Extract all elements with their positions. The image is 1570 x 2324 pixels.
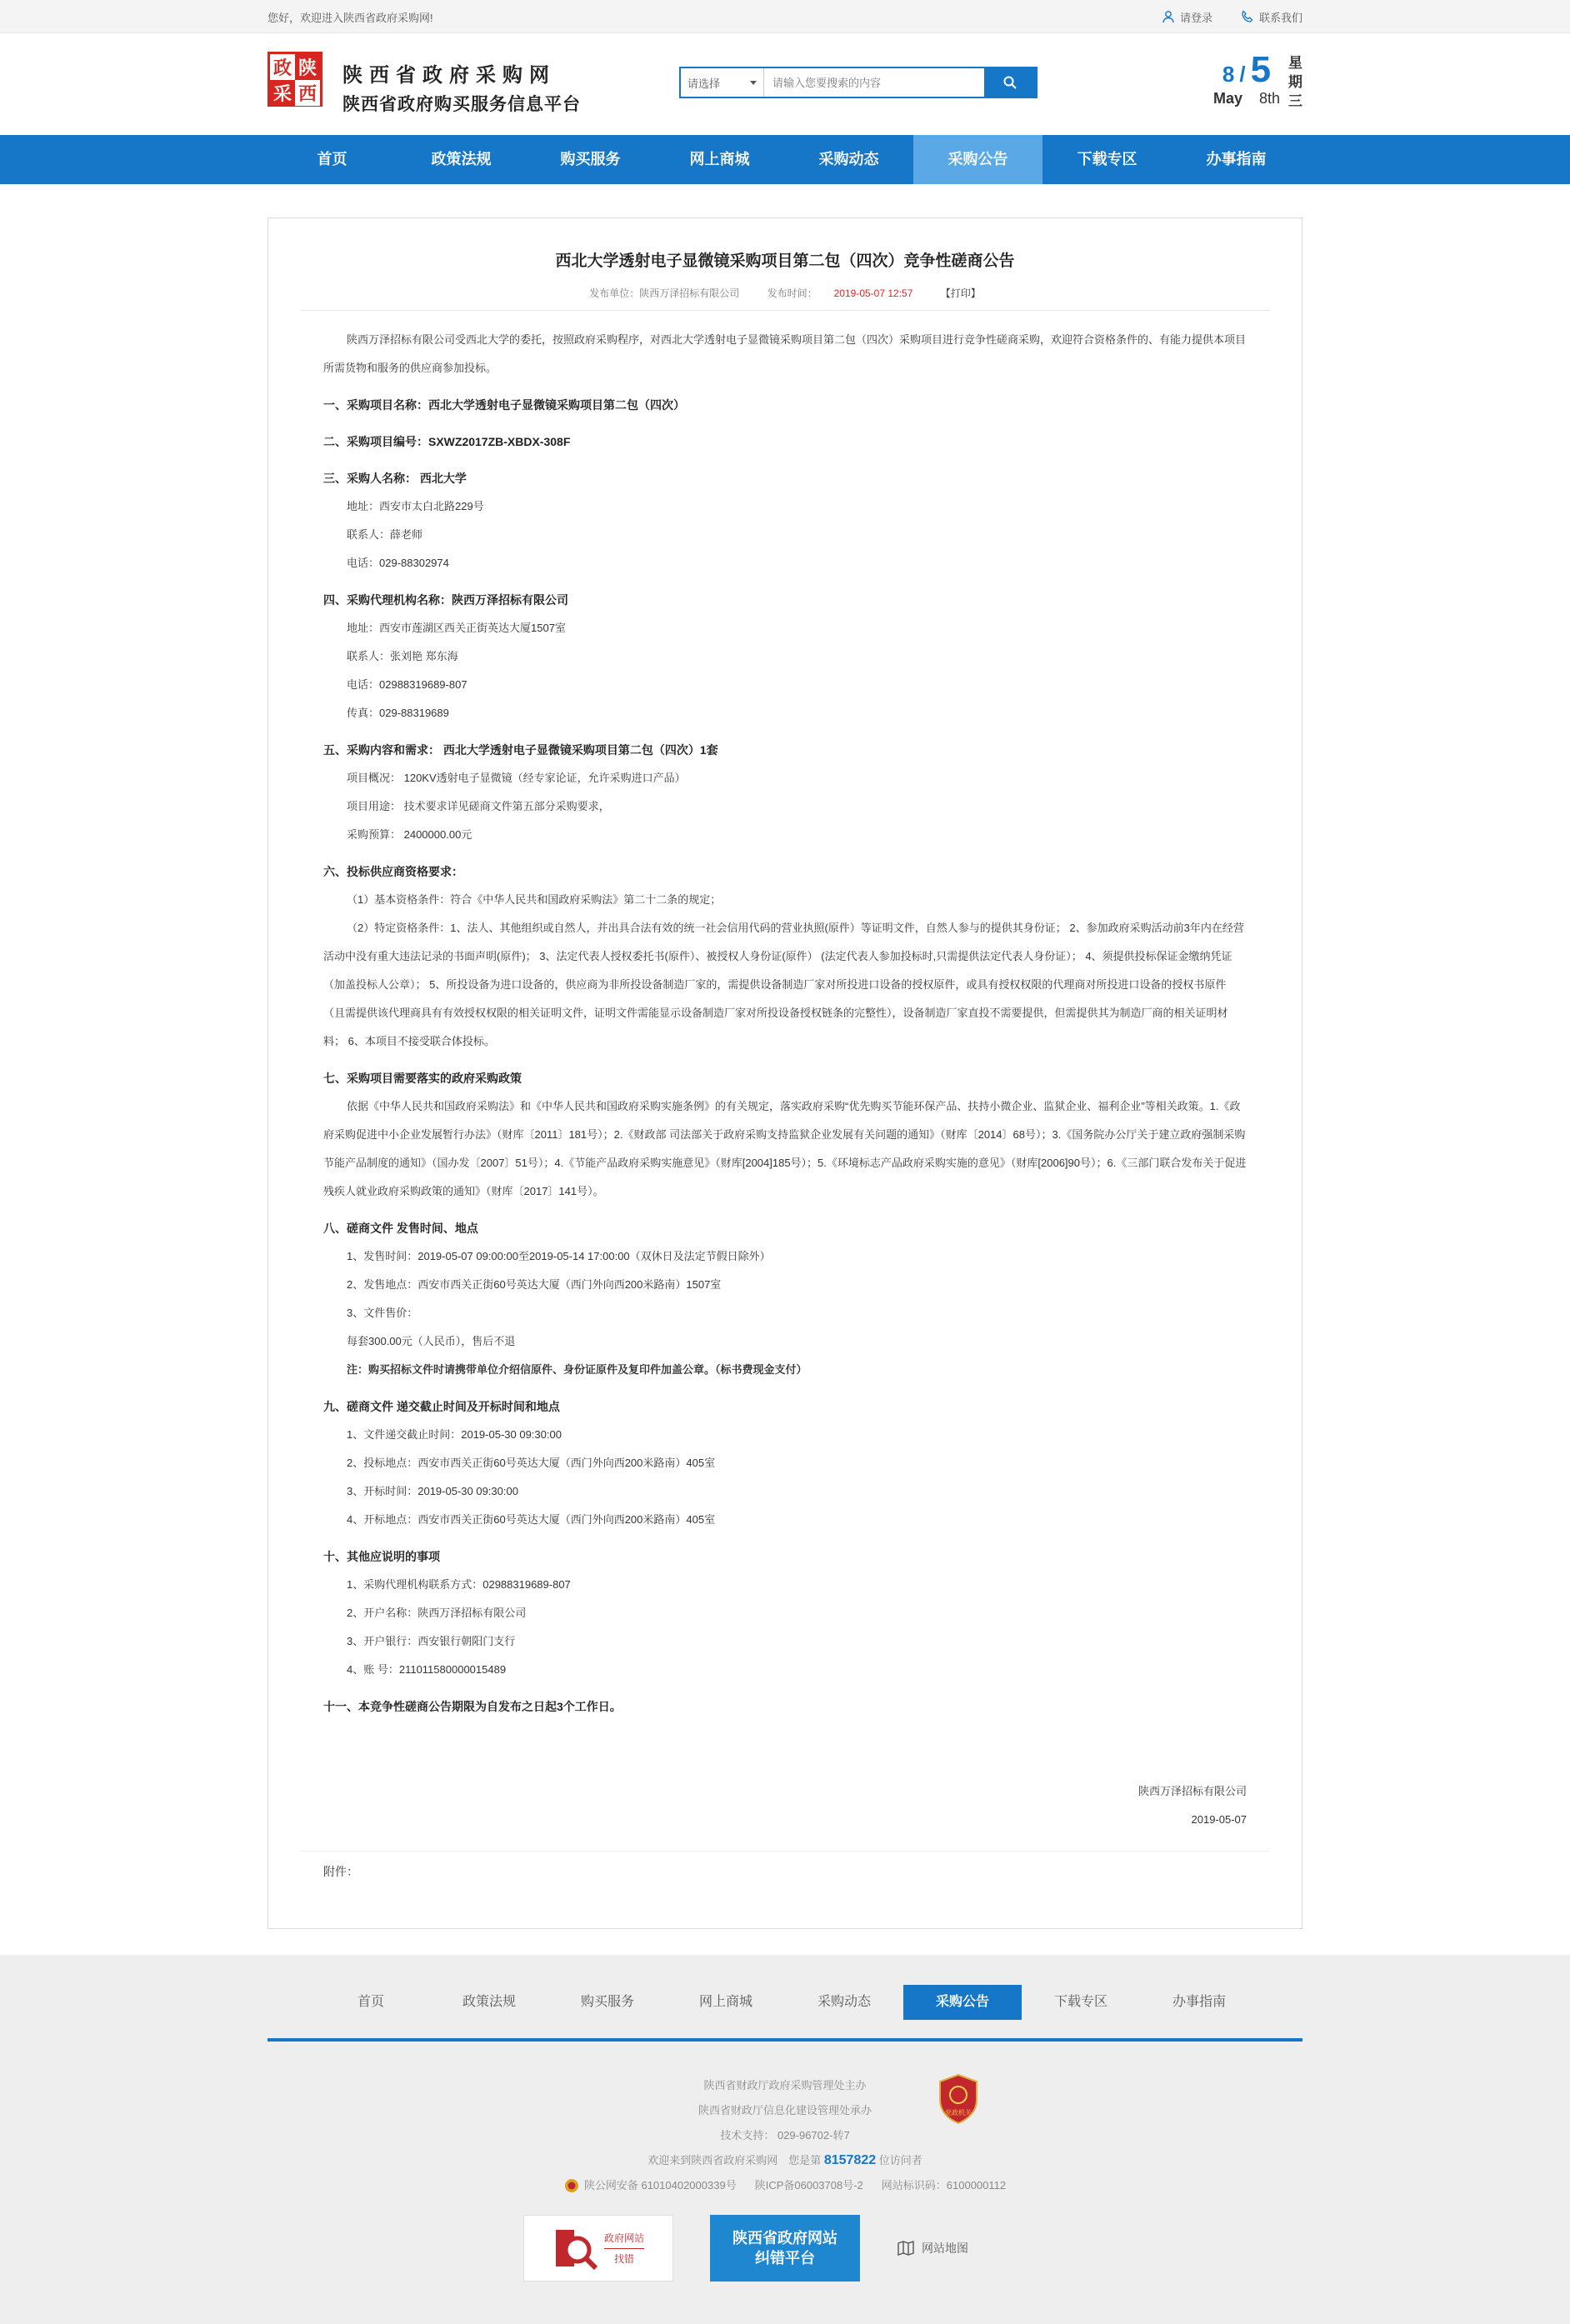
submission-deadline: 1、文件递交截止时间：2019-05-30 09:30:00	[347, 1428, 562, 1441]
footer-nav-downloads[interactable]: 下载专区	[1053, 1995, 1108, 2009]
banner1-top-text: 政府网站	[603, 2232, 644, 2244]
banner2-line2: 纠错平台	[755, 2250, 815, 2267]
gov-site-error-report-banner[interactable]	[523, 2215, 673, 2282]
purchase-note: 注：购买招标文件时请携带单位介绍信原件、身份证原件及复印件加盖公章。（标书费现金支付）	[347, 1363, 808, 1376]
police-emblem-icon	[564, 2178, 579, 2193]
search-category-select[interactable]	[681, 68, 764, 97]
search-button[interactable]	[984, 68, 1036, 97]
signature-block	[323, 1777, 1247, 1834]
account-number: 4、账 号：211011580000015489	[347, 1663, 507, 1676]
site-subtitle: 陕西省政府购买服务信息平台	[342, 95, 581, 114]
article-meta	[268, 286, 1302, 300]
chevron-down-icon	[750, 81, 757, 85]
footer-organizer: 陕西省财政厅信息化建设管理处承办	[698, 2104, 872, 2117]
print-button[interactable]: 【打印】	[940, 287, 981, 299]
sale-location: 2、发售地点：西安市西关正街60号英达大厦（西门外向西200米路南）1507室	[347, 1278, 722, 1291]
section-heading: 六、投标供应商资格要求：	[323, 865, 463, 878]
publish-time-label: 发布时间：	[767, 287, 818, 299]
date-slash: /	[1239, 62, 1246, 87]
date-weekday	[1288, 53, 1302, 111]
specific-qualification: （2）特定资格条件：1、法人、其他组织或自然人，并出具合法有效的统一社会信用代码的营业执照(原件）等证明文件，自然人参与的提供其身份证； 2、参加政府采购活动前3年内在经营活动中没有重大违法记录的书面声明(原件)； 3、法定代表人授权委托书(原件）、被授权人身份证(原件） (法定代表人参加投标时,只需提供法定代表人身份证）； 4、须提供投标保证金缴纳凭证（加盖投标人公章）； 5、所投设备为进口设备的，供应商为非所投设备制造厂家的，需提供设备制造厂家对所投进口设备的授权原件，或具有授权权限的代理商对所投进口设备的授权书原件（且需提供该代理商具有有效授权权限的相关证明文件，证明文件需能显示设备制造厂家对所投设备授权链条的完整性），设备制造厂家直投不需要提供，但需提供其为制造厂商的相关证明材料； 6、本项目不接受联合体投标。	[323, 922, 1244, 1047]
police-record-link[interactable]	[564, 2173, 737, 2198]
site-title-block	[342, 58, 581, 116]
project-use: 项目用途： 技术要求详见磋商文件第五部分采购要求，	[347, 800, 610, 812]
opening-time: 3、开标时间：2019-05-30 09:30:00	[347, 1485, 518, 1497]
login-label: 请登录	[1179, 11, 1212, 24]
user-icon	[1162, 10, 1175, 23]
footer	[0, 1955, 1570, 2324]
footer-nav-mall[interactable]: 网上商城	[698, 1995, 752, 2009]
provincial-correction-platform-banner[interactable]	[710, 2215, 860, 2282]
article-body	[268, 311, 1302, 1834]
visitor-counter	[0, 2148, 1570, 2173]
phone-icon	[1241, 10, 1254, 23]
bid-location: 2、投标地点：西安市西关正街60号英达大厦（西门外向西200米路南）405室	[347, 1457, 716, 1469]
date-month-name: May	[1212, 90, 1242, 107]
contact-label: 联系我们	[1258, 11, 1302, 24]
main-nav	[0, 135, 1570, 184]
nav-item-news[interactable]: 采购动态	[818, 151, 879, 167]
search-category-label: 请选择	[688, 77, 721, 90]
agency-fax: 传真：029-88319689	[347, 707, 449, 719]
attachment-label: 附件：	[323, 1865, 358, 1878]
logo-char: 陕	[295, 54, 320, 80]
nav-item-home[interactable]: 首页	[317, 151, 348, 167]
nav-item-downloads[interactable]: 下载专区	[1077, 151, 1138, 167]
search-bar	[679, 67, 1038, 98]
nav-item-mall[interactable]: 网上商城	[689, 151, 750, 167]
agency-contact: 联系人：张刘艳 郑东海	[347, 650, 458, 662]
party-government-badge-icon[interactable]	[937, 2073, 980, 2125]
date-day-number: 5	[1250, 49, 1272, 90]
search-input[interactable]	[764, 68, 984, 97]
visitor-prefix: 欢迎来到陕西省政府采购网 您是第	[648, 2154, 822, 2167]
footer-nav-announcements[interactable]: 采购公告	[903, 1985, 1022, 2020]
top-bar	[0, 0, 1570, 33]
signature-org: 陕西万泽招标有限公司	[1138, 1785, 1247, 1797]
article-card	[268, 217, 1302, 1929]
project-budget: 采购预算： 2400000.00元	[347, 828, 472, 841]
article-title: 西北大学透射电子显微镜采购项目第二包（四次）竞争性磋商公告	[555, 252, 1015, 270]
document-price-label: 3、文件售价：	[347, 1307, 418, 1319]
section-heading: 十、其他应说明的事项	[323, 1550, 440, 1563]
purchaser-phone: 电话：029-88302974	[347, 557, 449, 569]
footer-info	[0, 2073, 1570, 2282]
nav-item-announcements[interactable]: 采购公告	[913, 135, 1042, 184]
agency-contact-method: 1、采购代理机构联系方式：02988319689-807	[347, 1578, 571, 1591]
banner2-line1: 陕西省政府网站	[732, 2230, 838, 2247]
project-overview: 项目概况： 120KV透射电子显微镜（经专家论证，允许采购进口产品）	[347, 772, 686, 784]
intro-paragraph: 陕西万泽招标有限公司受西北大学的委托，按照政府采购程序，对西北大学透射电子显微镜采购项目第二包（四次）采购项目进行竞争性磋商采购，欢迎符合资格条件的、有能力提供本项目所需货物和服务的供应商参加投标。	[323, 333, 1247, 374]
site-code: 网站标识码：6100000112	[881, 2179, 1007, 2192]
icp-record[interactable]: 陕ICP备06003708号-2	[754, 2179, 863, 2192]
section-heading: 八、磋商文件 发售时间、地点	[323, 1222, 478, 1235]
footer-support: 技术支持： 029-96702-转7	[720, 2129, 850, 2142]
publish-time	[759, 287, 922, 299]
policy-paragraph: 依据《中华人民共和国政府采购法》和《中华人民共和国政府采购实施条例》的有关规定，落实政府采购“优先购买节能环保产品、扶持小微企业、监狱企业、福利企业”等相关政策。1.《政府采购促进中小企业发展暂行办法》（财库〔2011〕181号）；2.《财政部 司法部关于政府采购支持监狱企业发展有关问题的通知》（财库〔2014〕68号）；3.《国务院办公厅关于建立政府强制采购节能产品制度的通知》（国办发〔2007〕51号）；4.《节能产品政府采购实施意见》（财库[2004]185号）；5.《环境标志产品政府采购实施的意见》（财库[2006]90号）；6.《三部门联合发布关于促进残疾人就业政府采购政策的通知》（财库〔2017〕141号）。	[323, 1100, 1247, 1197]
agency-phone: 电话：02988319689-807	[347, 678, 468, 691]
badge-text: 党政机关	[945, 2109, 972, 2117]
account-name: 2、开户名称：陕西万泽招标有限公司	[347, 1607, 527, 1619]
logo-char: 政	[270, 54, 295, 80]
section-heading: 九、磋商文件 递交截止时间及开标时间和地点	[323, 1400, 560, 1413]
police-record: 陕公网安备 61010402000339号	[583, 2179, 737, 2192]
opening-location: 4、开标地点：西安市西关正街60号英达大厦（西门外向西200米路南）405室	[347, 1513, 716, 1526]
nav-item-services[interactable]: 购买服务	[560, 151, 621, 167]
logo-char: 采	[270, 80, 295, 106]
sitemap-label: 网站地图	[922, 2242, 968, 2255]
header	[0, 33, 1570, 135]
basic-qualification: （1）基本资格条件：符合《中华人民共和国政府采购法》第二十二条的规定；	[347, 893, 722, 906]
search-icon	[1002, 75, 1018, 90]
purchaser-contact: 联系人：薛老师	[347, 528, 423, 541]
site-logo[interactable]	[268, 52, 322, 107]
record-numbers	[0, 2173, 1570, 2198]
section-heading: 二、采购项目编号：SXWZ2017ZB-XBDX-308F	[323, 435, 571, 448]
map-icon	[897, 2239, 915, 2257]
nav-item-policy[interactable]: 政策法规	[431, 151, 492, 167]
footer-host: 陕西省财政厅政府采购管理处主办	[703, 2079, 867, 2092]
login-link[interactable]	[1162, 9, 1212, 25]
logo-char: 西	[295, 80, 320, 106]
signature-date: 2019-05-07	[1191, 1813, 1247, 1826]
date-month-number: 8	[1222, 62, 1235, 87]
section-heading: 七、采购项目需要落实的政府采购政策	[323, 1072, 522, 1085]
section-heading: 五、采购内容和需求： 西北大学透射电子显微镜采购项目第二包（四次）1套	[323, 743, 718, 757]
weekday-char: 期	[1288, 74, 1302, 90]
publisher: 发布单位：陕西万泽招标有限公司	[589, 287, 740, 299]
contact-link[interactable]	[1241, 9, 1302, 25]
date-widget	[1212, 49, 1302, 111]
footer-nav-services[interactable]: 购买服务	[580, 1995, 634, 2009]
banner1-bottom-text: 找错	[604, 2248, 644, 2267]
sitemap-link[interactable]	[897, 2236, 1047, 2261]
footer-nav-policy[interactable]: 政策法规	[462, 1995, 516, 2009]
visitor-count: 8157822	[823, 2153, 877, 2167]
purchaser-address: 地址：西安市太白北路229号	[347, 500, 484, 512]
account-bank: 3、开户银行：西安银行朝阳门支行	[347, 1635, 516, 1647]
weekday-char: 星	[1288, 55, 1302, 71]
section-heading: 十一、本竞争性磋商公告期限为自发布之日起3个工作日。	[323, 1700, 622, 1713]
welcome-text: 您好，欢迎进入陕西省政府采购网!	[268, 11, 433, 24]
agency-address: 地址：西安市莲湖区西关正街英达大厦1507室	[347, 622, 566, 634]
magnifier-icon	[552, 2225, 599, 2272]
sale-time: 1、发售时间：2019-05-07 09:00:00至2019-05-14 17:00:00（双休日及法定节假日除外）	[347, 1250, 771, 1262]
footer-divider	[268, 2038, 1302, 2042]
footer-nav-home[interactable]: 首页	[357, 1995, 384, 2009]
section-heading: 四、采购代理机构名称：陕西万泽招标有限公司	[323, 593, 568, 607]
section-heading: 一、采购项目名称：西北大学透射电子显微镜采购项目第二包（四次）	[323, 398, 685, 412]
nav-item-guide[interactable]: 办事指南	[1206, 151, 1267, 167]
visitor-suffix: 位访问者	[878, 2154, 922, 2167]
footer-nav-guide[interactable]: 办事指南	[1172, 1995, 1226, 2009]
publish-time-value: 2019-05-07 12:57	[833, 287, 913, 299]
date-day-ordinal: 8th	[1258, 90, 1280, 107]
weekday-char: 三	[1288, 93, 1302, 109]
section-heading: 三、采购人名称： 西北大学	[323, 472, 467, 485]
document-price: 每套300.00元（人民币），售后不退	[347, 1335, 516, 1347]
footer-nav-news[interactable]: 采购动态	[817, 1995, 871, 2009]
site-name: 陕西省政府采购网	[342, 64, 556, 87]
footer-nav	[268, 1985, 1302, 2020]
